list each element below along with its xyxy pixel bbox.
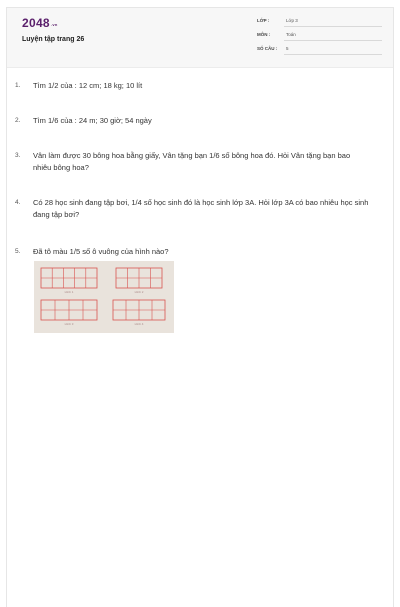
logo-text: 2048 (22, 16, 50, 30)
meta-class-label: LỚP : (257, 18, 270, 23)
page-title: Luyện tập trang 26 (22, 36, 85, 43)
question-text: Đã tô màu 1/5 số ô vuông của hình nào? (33, 247, 169, 256)
meta-subject (257, 32, 382, 44)
question-text: Tìm 1/2 của : 12 cm; 18 kg; 10 lít (33, 81, 143, 90)
worksheet-header (7, 8, 393, 68)
meta-count-label: SỐ CÂU : (257, 46, 278, 51)
meta-subject-label: MÔN : (257, 32, 271, 37)
meta-count (257, 46, 382, 58)
question-3 (15, 150, 370, 174)
site-logo[interactable] (22, 16, 58, 30)
meta-class (257, 18, 382, 30)
question-2 (15, 115, 370, 127)
question-5-figure (34, 261, 174, 333)
grid-figure-1 (40, 267, 98, 289)
question-number: 4. (15, 199, 21, 206)
grid-figure-4-label: Hình 4 (134, 322, 144, 326)
question-number: 3. (15, 152, 21, 159)
grid-figure-3-label: Hình 3 (64, 322, 74, 326)
question-number: 5. (15, 248, 21, 255)
grid-figure-4 (110, 299, 168, 321)
grid-figure-1-drawing (40, 267, 98, 289)
question-text: Tìm 1/6 của : 24 m; 30 giờ; 54 ngày (33, 116, 152, 125)
question-4 (15, 197, 370, 221)
grid-figure-3-drawing (40, 299, 98, 321)
meta-count-value: 5 (284, 46, 382, 55)
question-1 (15, 80, 370, 92)
grid-figure-2-label: Hình 2 (134, 290, 144, 294)
meta-class-value: Lớp 3 (284, 18, 382, 27)
grid-figure-2 (110, 267, 168, 289)
question-text: Vân làm được 30 bông hoa bằng giấy, Vân tặng bạn 1/6 số bông hoa đó. Hỏi Vân tặng bạn bao nhiêu bông hoa? (33, 151, 351, 172)
question-number: 1. (15, 82, 21, 89)
question-text: Có 28 học sinh đang tập bơi, 1/4 số học sinh đó là học sinh lớp 3A. Hỏi lớp 3A có bao nhiêu học sinh đang tập bơi? (33, 198, 369, 219)
grid-figure-3 (40, 299, 98, 321)
grid-figure-4-drawing (110, 299, 168, 321)
logo-suffix: .vn (50, 22, 58, 27)
grid-figure-2-drawing (110, 267, 168, 289)
meta-subject-value: Toán (284, 32, 382, 41)
question-number: 2. (15, 117, 21, 124)
grid-figure-1-label: Hình 1 (64, 290, 74, 294)
question-5 (15, 246, 370, 258)
